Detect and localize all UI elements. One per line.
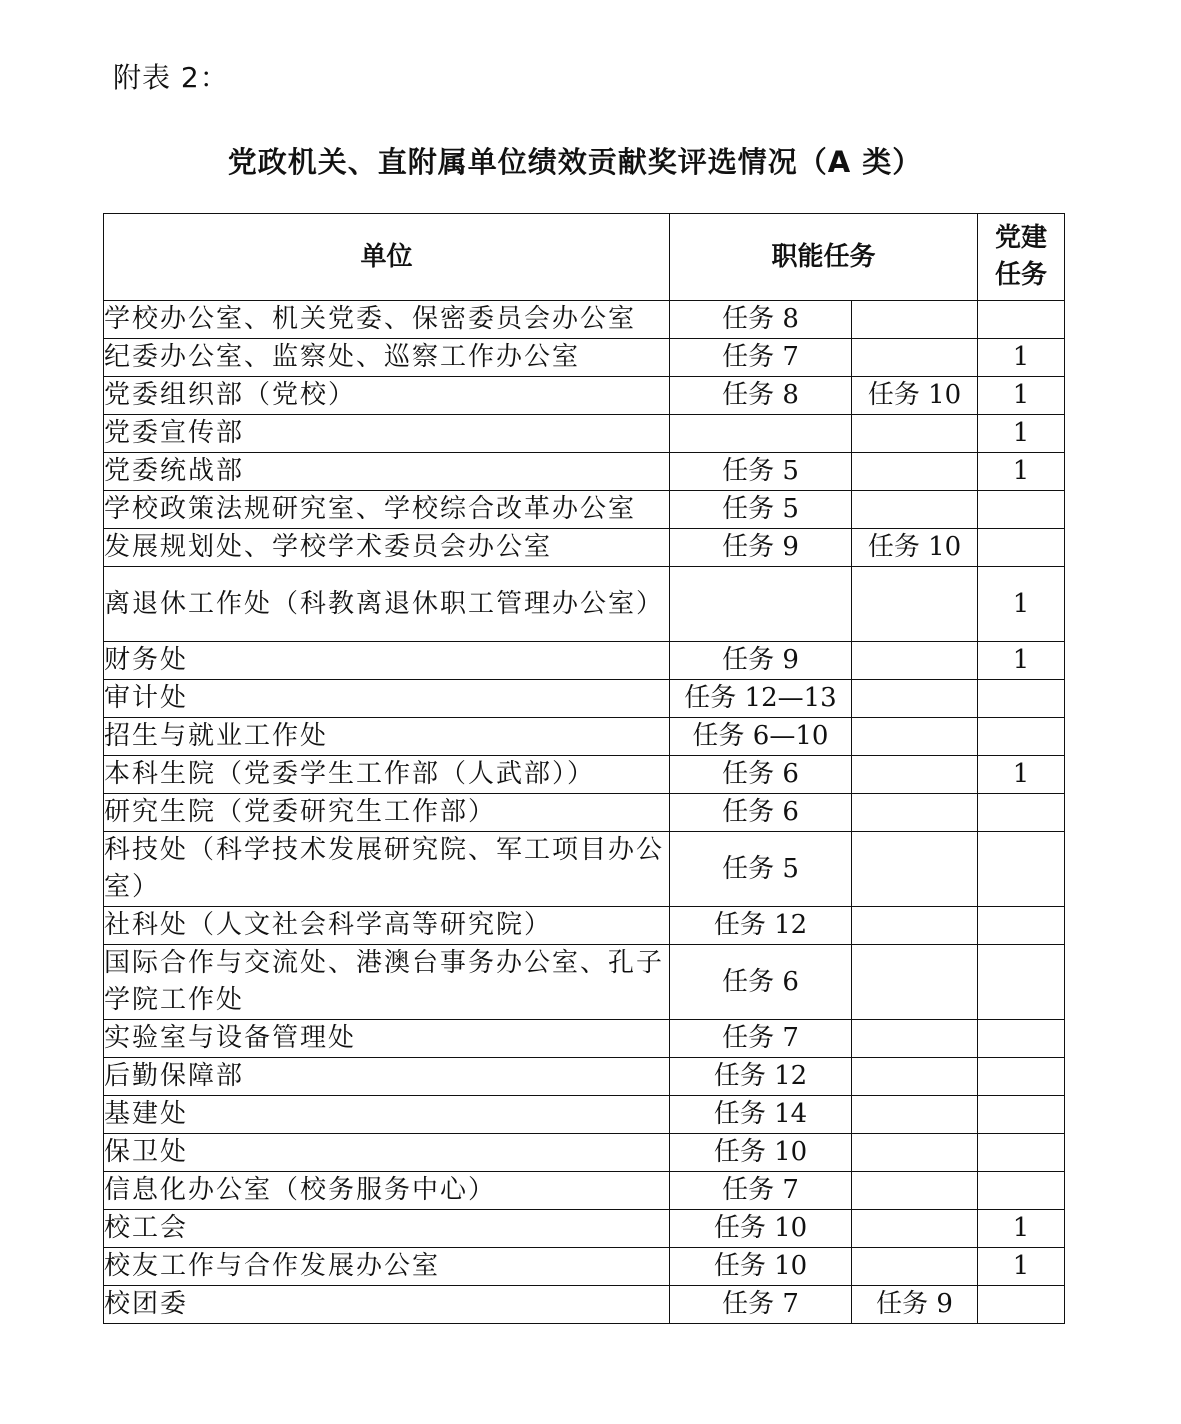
table-row	[104, 301, 1065, 339]
party-task-cell	[978, 1096, 1065, 1134]
task-cell	[670, 567, 852, 642]
table-row	[104, 1210, 1065, 1248]
party-task-cell: 1	[978, 377, 1065, 415]
unit-cell: 财务处	[104, 642, 670, 680]
table-row	[104, 377, 1065, 415]
task-cell: 任务 6	[670, 756, 852, 794]
unit-cell: 学校政策法规研究室、学校综合改革办公室	[104, 491, 670, 529]
party-task-cell	[978, 1172, 1065, 1210]
task2-cell	[852, 453, 978, 491]
task2-cell	[852, 718, 978, 756]
table-row	[104, 1134, 1065, 1172]
unit-cell: 校团委	[104, 1286, 670, 1324]
unit-cell: 离退休工作处（科教离退休职工管理办公室）	[104, 567, 670, 642]
table-body	[104, 301, 1065, 1324]
party-task-cell: 1	[978, 642, 1065, 680]
table-row	[104, 642, 1065, 680]
unit-cell: 本科生院（党委学生工作部（人武部））	[104, 756, 670, 794]
unit-cell: 发展规划处、学校学术委员会办公室	[104, 529, 670, 567]
task2-cell	[852, 1134, 978, 1172]
table-row	[104, 529, 1065, 567]
document-title: 党政机关、直附属单位绩效贡献奖评选情况（A 类）	[227, 145, 923, 179]
task2-cell	[852, 1210, 978, 1248]
unit-cell: 校工会	[104, 1210, 670, 1248]
unit-cell: 学校办公室、机关党委、保密委员会办公室	[104, 301, 670, 339]
task-cell: 任务 7	[670, 1020, 852, 1058]
party-task-cell	[978, 794, 1065, 832]
task2-cell	[852, 415, 978, 453]
task-cell: 任务 12	[670, 907, 852, 945]
task-cell: 任务 6	[670, 945, 852, 1020]
task2-cell	[852, 794, 978, 832]
table-row	[104, 907, 1065, 945]
party-task-cell	[978, 907, 1065, 945]
task2-cell	[852, 301, 978, 339]
task-cell: 任务 7	[670, 1286, 852, 1324]
task2-cell: 任务 9	[852, 1286, 978, 1324]
table-row	[104, 1248, 1065, 1286]
party-task-cell	[978, 1020, 1065, 1058]
table-row	[104, 832, 1065, 907]
task2-cell: 任务 10	[852, 377, 978, 415]
table-row	[104, 339, 1065, 377]
task-cell: 任务 12	[670, 1058, 852, 1096]
task-cell: 任务 5	[670, 832, 852, 907]
unit-cell: 国际合作与交流处、港澳台事务办公室、孔子学院工作处	[104, 945, 670, 1020]
task-cell: 任务 14	[670, 1096, 852, 1134]
task2-cell	[852, 907, 978, 945]
task2-cell	[852, 1058, 978, 1096]
party-task-cell	[978, 491, 1065, 529]
table-row	[104, 491, 1065, 529]
unit-cell: 社科处（人文社会科学高等研究院）	[104, 907, 670, 945]
task-cell: 任务 9	[670, 529, 852, 567]
task-cell: 任务 7	[670, 1172, 852, 1210]
task2-cell	[852, 680, 978, 718]
party-task-cell: 1	[978, 415, 1065, 453]
task2-cell	[852, 642, 978, 680]
task2-cell	[852, 1020, 978, 1058]
party-task-cell	[978, 301, 1065, 339]
task-cell: 任务 9	[670, 642, 852, 680]
unit-cell: 信息化办公室（校务服务中心）	[104, 1172, 670, 1210]
unit-cell: 审计处	[104, 680, 670, 718]
task-cell: 任务 6	[670, 794, 852, 832]
table-row	[104, 718, 1065, 756]
party-task-cell	[978, 680, 1065, 718]
task2-cell	[852, 567, 978, 642]
table-row	[104, 680, 1065, 718]
task2-cell	[852, 945, 978, 1020]
table-row	[104, 945, 1065, 1020]
party-task-cell: 1	[978, 339, 1065, 377]
task2-cell	[852, 832, 978, 907]
unit-cell: 实验室与设备管理处	[104, 1020, 670, 1058]
unit-cell: 后勤保障部	[104, 1058, 670, 1096]
party-task-cell	[978, 529, 1065, 567]
unit-cell: 党委统战部	[104, 453, 670, 491]
task2-cell	[852, 1096, 978, 1134]
header-unit: 单位	[104, 214, 670, 301]
header-party-tasks	[978, 214, 1065, 301]
task-cell: 任务 5	[670, 491, 852, 529]
header-party-line2: 任务	[995, 260, 1048, 290]
unit-cell: 纪委办公室、监察处、巡察工作办公室	[104, 339, 670, 377]
unit-cell: 科技处（科学技术发展研究院、军工项目办公室）	[104, 832, 670, 907]
party-task-cell: 1	[978, 453, 1065, 491]
task-cell: 任务 6—10	[670, 718, 852, 756]
task2-cell	[852, 491, 978, 529]
table-row	[104, 794, 1065, 832]
table-row	[104, 567, 1065, 642]
party-task-cell	[978, 1058, 1065, 1096]
task2-cell	[852, 1248, 978, 1286]
task-cell: 任务 8	[670, 301, 852, 339]
task-cell: 任务 10	[670, 1134, 852, 1172]
table-row	[104, 1286, 1065, 1324]
party-task-cell	[978, 1286, 1065, 1324]
task-cell: 任务 8	[670, 377, 852, 415]
task-cell: 任务 5	[670, 453, 852, 491]
party-task-cell	[978, 832, 1065, 907]
task-cell	[670, 415, 852, 453]
task-cell: 任务 10	[670, 1210, 852, 1248]
party-task-cell	[978, 945, 1065, 1020]
unit-cell: 党委组织部（党校）	[104, 377, 670, 415]
unit-cell: 校友工作与合作发展办公室	[104, 1248, 670, 1286]
table-row	[104, 1172, 1065, 1210]
party-task-cell	[978, 718, 1065, 756]
table-row	[104, 1058, 1065, 1096]
header-party-line1: 党建	[995, 223, 1048, 253]
task-cell: 任务 7	[670, 339, 852, 377]
task-cell: 任务 12—13	[670, 680, 852, 718]
task2-cell	[852, 339, 978, 377]
party-task-cell: 1	[978, 1248, 1065, 1286]
unit-cell: 基建处	[104, 1096, 670, 1134]
award-table	[103, 213, 1065, 1324]
unit-cell: 保卫处	[104, 1134, 670, 1172]
table-header-row	[104, 214, 1065, 301]
table-row	[104, 453, 1065, 491]
party-task-cell: 1	[978, 1210, 1065, 1248]
document-label: 附表 2：	[113, 61, 229, 94]
header-function-tasks: 职能任务	[670, 214, 978, 301]
party-task-cell: 1	[978, 567, 1065, 642]
table-row	[104, 1096, 1065, 1134]
table-row	[104, 1020, 1065, 1058]
unit-cell: 招生与就业工作处	[104, 718, 670, 756]
party-task-cell: 1	[978, 756, 1065, 794]
task2-cell	[852, 756, 978, 794]
unit-cell: 党委宣传部	[104, 415, 670, 453]
unit-cell: 研究生院（党委研究生工作部）	[104, 794, 670, 832]
task2-cell	[852, 1172, 978, 1210]
task2-cell: 任务 10	[852, 529, 978, 567]
party-task-cell	[978, 1134, 1065, 1172]
table-row	[104, 756, 1065, 794]
table-row	[104, 415, 1065, 453]
task-cell: 任务 10	[670, 1248, 852, 1286]
